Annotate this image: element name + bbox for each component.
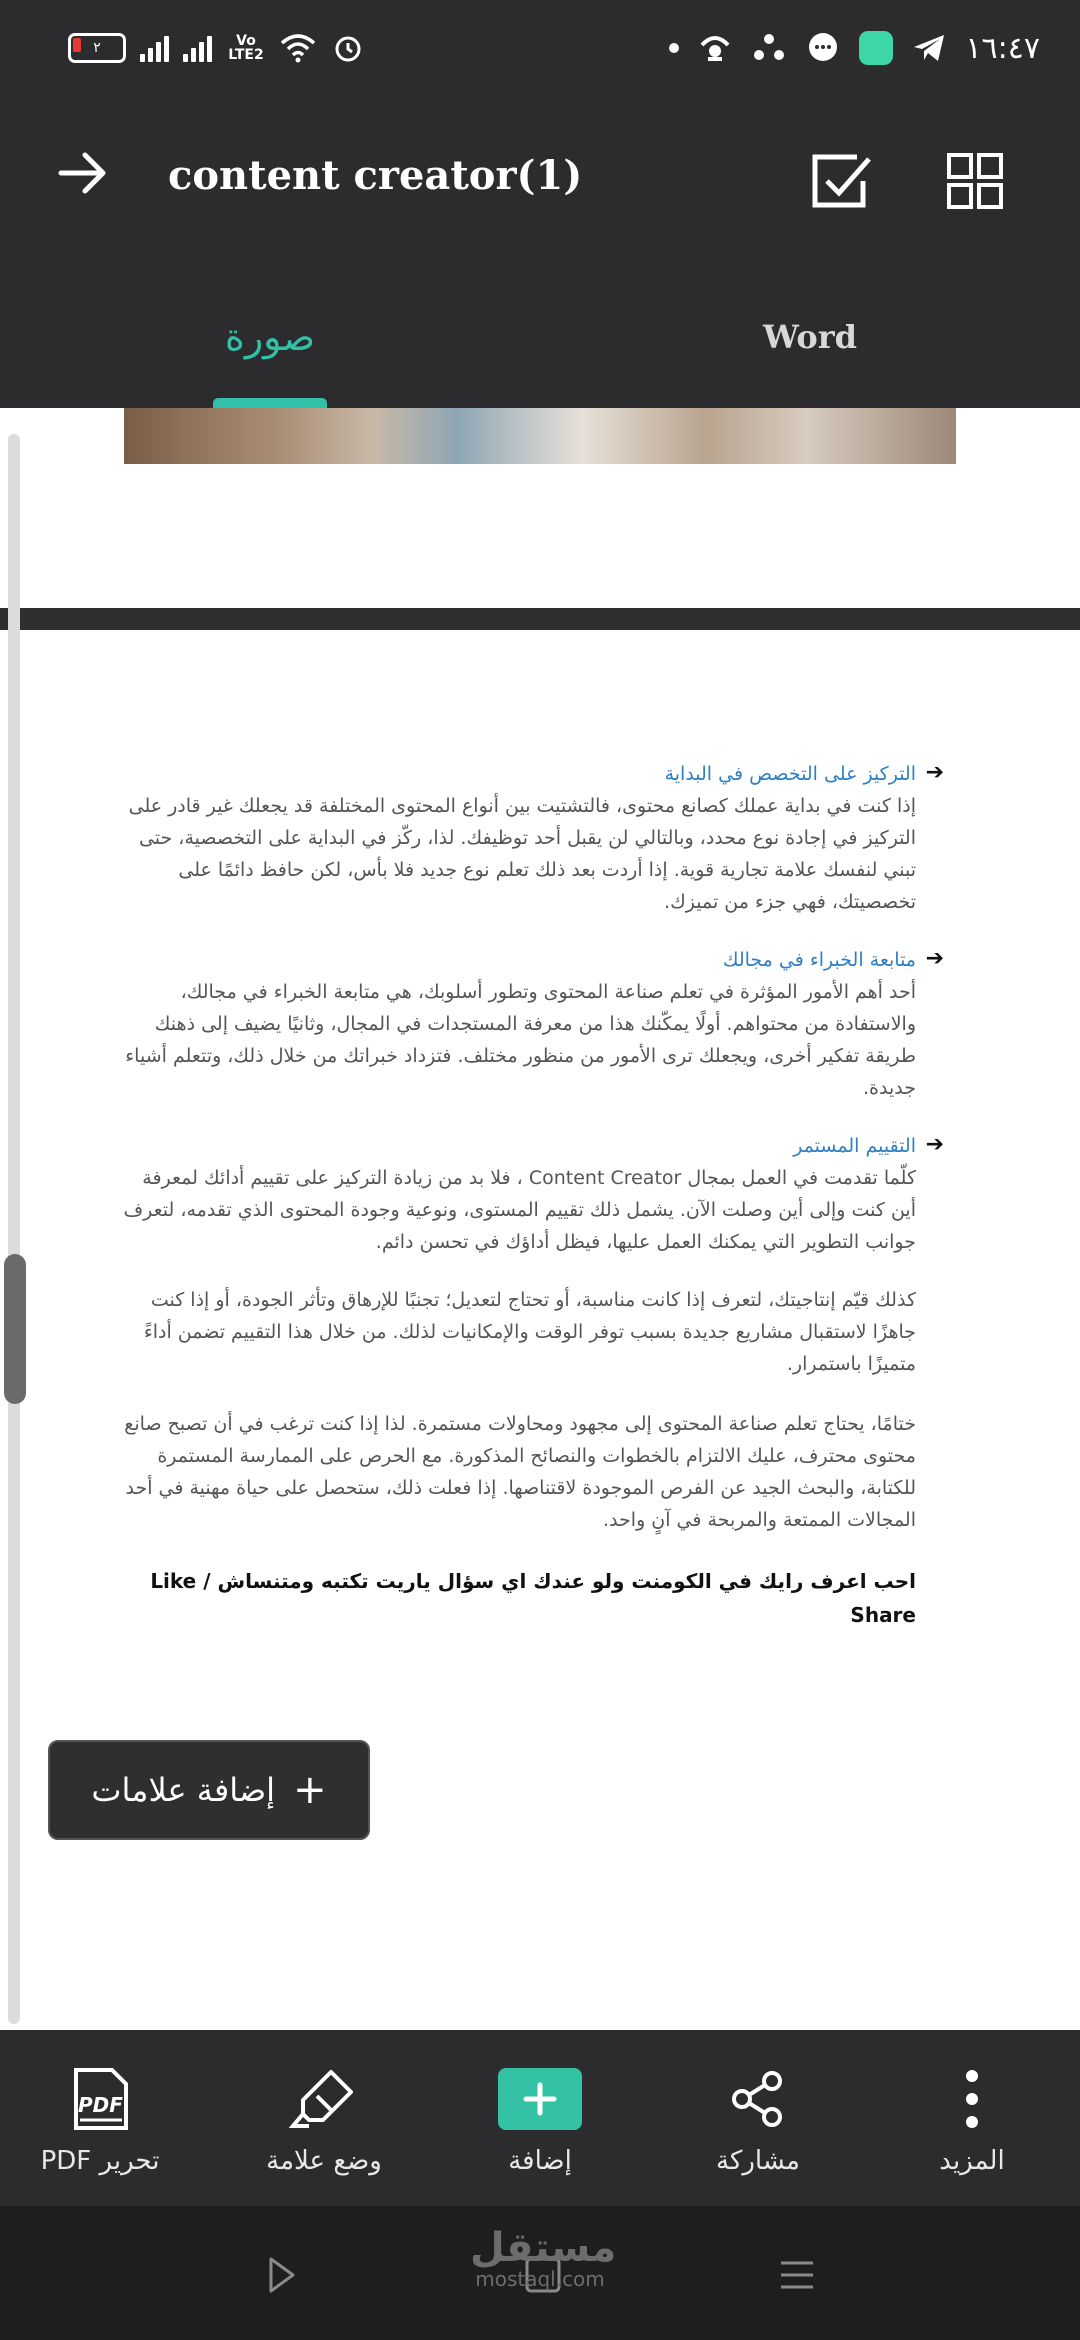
document-viewer[interactable] [0, 408, 1080, 2030]
highlight-label: وضع علامة [266, 2146, 382, 2176]
document-title: content creator(1) [168, 152, 583, 199]
status-right-group [669, 24, 1040, 72]
app-badge-icon [859, 31, 893, 65]
section-body: إذا كنت في بداية عملك كصانع محتوى، فالتشتيت بين أنواع المحتوى المختلفة قد يجعلك غير قادر على التركيز في إجادة نوع محدد، وبالتالي لن يقبل أحد توظيفك. لذا، ركّز في البداية على التخصصية، حتى تبني لنفسك علامة تجارية قوية. إذا أردت بعد ذلك تعلم نوع جديد فلا بأس، لكن حافظ دائمًا على تخصصيتك، فهي جزء من تميزك. [128, 795, 916, 913]
highlight-button[interactable] [224, 2030, 424, 2206]
share-label: مشاركة [716, 2146, 800, 2176]
signal-2-icon [183, 34, 212, 62]
bullet-arrow-icon: ➔ [925, 760, 944, 785]
grid-view-button[interactable] [940, 146, 1010, 216]
watermark-name: مستقل [470, 2225, 617, 2271]
highlighter-icon [289, 2066, 359, 2132]
more-label: المزيد [939, 2146, 1005, 2176]
section-heading: متابعة الخبراء في مجالك [722, 949, 916, 971]
bottom-action-bar [0, 2030, 1080, 2206]
paragraph-conclusion: ختامًا، يحتاج تعلم صناعة المحتوى إلى مجهود ومحاولات مستمرة. لذا إذا كنت ترغب في أن تصبح صانع محتوى محترف، عليك الالتزام بالخطوات والنصائح المذكورة. مع الحرص على الممارسة المستمرة للكتابة، والبحث الجيد عن الفرص الموجودة لاقتناصها. إذا فعلت ذلك، ستحصل على حياة مهنية في أحد المجالات الممتعة والمربحة في آنٍ واحد. [124, 1413, 916, 1531]
scrollbar-thumb[interactable] [4, 1254, 26, 1404]
status-left-group [68, 24, 366, 72]
system-nav-bar [0, 2206, 1080, 2340]
nav-back-button[interactable] [246, 2240, 316, 2310]
vpn-icon [697, 30, 733, 66]
add-label: إضافة [508, 2146, 572, 2176]
page-image [124, 408, 956, 464]
section-specialization [120, 758, 944, 918]
add-marks-label: إضافة علامات [91, 1771, 276, 1809]
checkbox-edit-icon [809, 151, 873, 211]
app-toolbar [0, 96, 1080, 266]
pdf-icon [68, 2066, 132, 2132]
tab-word[interactable]: Word [763, 318, 857, 356]
edit-pdf-button[interactable] [0, 2030, 200, 2206]
tab-image[interactable]: صورة [224, 315, 316, 359]
view-tabs [0, 266, 1080, 408]
add-button[interactable] [440, 2030, 640, 2206]
add-icon [498, 2068, 582, 2130]
messenger-icon [805, 30, 841, 66]
add-marks-button[interactable] [48, 1740, 370, 1840]
battery-charge-indicator [73, 38, 81, 52]
volte-icon: Vo LTE2 [228, 33, 264, 63]
closing-line: احب اعرف رايك في الكومنت ولو عندك اي سؤال ياريت تكتبه ومتنساش Like / Share [150, 1569, 916, 1627]
status-bar [0, 0, 1080, 96]
notification-dot-icon [669, 43, 679, 53]
scrollbar-track[interactable] [8, 434, 20, 2024]
wifi-icon [280, 30, 316, 66]
nav-recents-button[interactable] [762, 2240, 832, 2310]
arrow-right-icon [57, 151, 109, 195]
watermark [470, 2225, 617, 2291]
bullet-arrow-icon: ➔ [925, 1132, 944, 1157]
bullet-arrow-icon: ➔ [925, 946, 944, 971]
nav-menu-icon [777, 2255, 817, 2295]
back-button[interactable] [48, 138, 118, 208]
plus-icon: + [293, 1767, 327, 1813]
telegram-icon [911, 30, 947, 66]
more-button[interactable] [872, 2030, 1072, 2206]
edit-pdf-label: تحرير PDF [40, 2146, 160, 2176]
page-separator [0, 608, 1080, 630]
section-body: كلّما تقدمت في العمل بمجال Content Creator ، فلا بد من زيادة التركيز على تقييم أدائك لمعرفة أين كنت وإلى أين وصلت الآن. يشمل ذلك تقييم المستوى، ونوعية وجودة المحتوى الذي تقدمه، لتعرف جوانب التطوير التي يمكنك العمل عليها، فيظل أداؤك في تحسن دائم. [123, 1167, 916, 1253]
svg-text:PDF: PDF [78, 2093, 123, 2117]
sync-app-icon [751, 30, 787, 66]
watermark-site: mostaql.com [475, 2267, 605, 2291]
paragraph-productivity: كذلك قيّم إنتاجيتك، لتعرف إذا كانت مناسبة، أو تحتاج لتعديل؛ تجنبًا للإرهاق وتأثر الجودة، أو إذا كنت جاهزًا لاستقبال مشاريع جديدة بسبب توفر الوقت والإمكانيات لذلك. من خلال هذا التقييم تضمن أداءً متميزًا باستمرار. [143, 1289, 916, 1375]
more-vertical-icon [962, 2068, 982, 2130]
active-tab-indicator [213, 398, 327, 408]
battery-level: ٢ [93, 40, 101, 56]
select-button[interactable] [806, 146, 876, 216]
signal-1-icon [140, 34, 169, 62]
section-continuous-evaluation [120, 1130, 944, 1258]
nav-back-icon [261, 2255, 301, 2295]
grid-icon [946, 152, 1004, 210]
section-body: أحد أهم الأمور المؤثرة في تعلم صناعة المحتوى وتطور أسلوبك، هي متابعة الخبراء في مجالك، والاستفادة من محتواهم. أولًا يمكّنك هذا من معرفة المستجدات في المجال، وثانيًا يضيف إلى ذهنك طريقة تفكير أخرى، ويجعلك ترى الأمور من منظور مختلف. فتزداد خبراتك من خلال ذلك، وتتعلم أشياء جديدة. [125, 981, 916, 1099]
clock: ١٦:٤٧ [965, 30, 1040, 66]
section-heading: التقييم المستمر [793, 1135, 916, 1157]
section-heading: التركيز على التخصص في البداية [664, 763, 916, 785]
share-button[interactable] [658, 2030, 858, 2206]
document-page [120, 758, 944, 1652]
alarm-icon [330, 30, 366, 66]
share-icon [730, 2069, 786, 2129]
section-follow-experts [120, 944, 944, 1104]
battery-icon [68, 33, 126, 63]
